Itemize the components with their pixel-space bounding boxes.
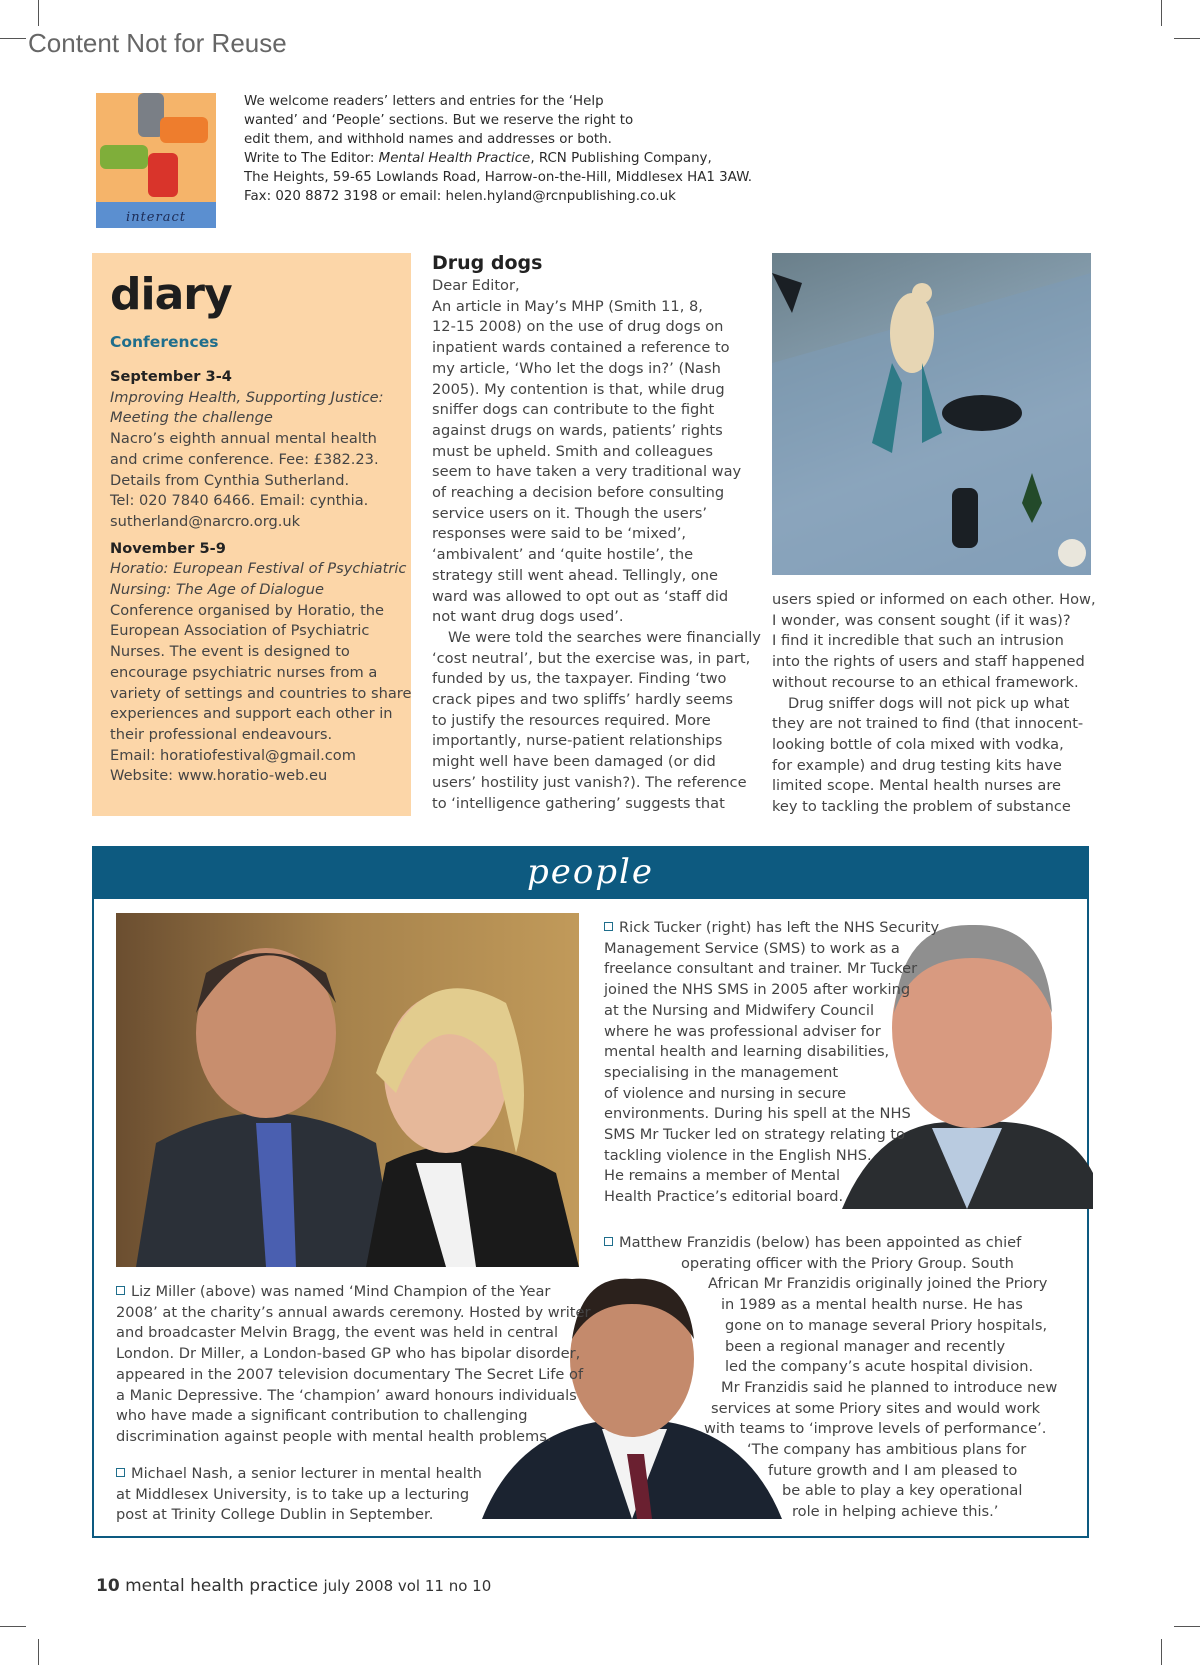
bullet-icon xyxy=(116,1468,125,1477)
text-line xyxy=(116,1386,590,1407)
publication-name: Mental Health Practice xyxy=(378,151,531,166)
text-line xyxy=(116,1365,590,1386)
text-line xyxy=(604,1166,939,1187)
line-text: Mr Franzidis said he planned to introduce new xyxy=(721,1378,1058,1396)
letter-paragraph xyxy=(772,590,1096,694)
text-line xyxy=(116,1344,590,1365)
line-text: London. Dr Miller, a London-based GP who has bipolar disorder, xyxy=(116,1345,581,1363)
line-text: 2008’ at the charity’s annual awards ceremony. Hosted by writer xyxy=(116,1303,591,1321)
text-line xyxy=(604,1274,1057,1295)
line-text: post at Trinity College Dublin in September. xyxy=(116,1506,434,1524)
line-text: key to tackling the problem of substance xyxy=(772,798,1071,816)
text-line xyxy=(110,491,411,512)
line-text: crack pipes and two spliffs’ hardly seems xyxy=(432,691,734,709)
text-line xyxy=(432,276,761,297)
bullet-icon xyxy=(604,922,613,931)
text-line xyxy=(432,462,761,483)
line-text: might well have been damaged (or did xyxy=(432,753,716,771)
text-line xyxy=(110,621,411,642)
crop-mark xyxy=(1161,0,1162,26)
intro-line: We welcome readers’ letters and entries for the ‘Help xyxy=(244,94,604,109)
line-text: must be upheld. Smith and colleagues xyxy=(432,442,713,460)
line-text: of violence and nursing in secure xyxy=(604,1084,847,1102)
line-text: 2005). My contention is that, while drug xyxy=(432,380,725,398)
people-section xyxy=(92,846,1089,1538)
text-line xyxy=(432,338,761,359)
line-text: who have made a significant contribution to challenging xyxy=(116,1407,528,1425)
line-text: been a regional manager and recently xyxy=(725,1337,1006,1355)
crop-mark xyxy=(0,38,26,39)
intro-line: wanted’ and ‘People’ sections. But we reserve the right to xyxy=(244,113,634,128)
diary-subtitle: Conferences xyxy=(110,333,219,351)
letter-paragraph xyxy=(432,276,761,628)
line-text: where he was professional adviser for xyxy=(604,1022,881,1040)
line-text: users spied or informed on each other. How, xyxy=(772,591,1096,608)
crop-mark xyxy=(1174,1626,1200,1627)
text-line xyxy=(110,580,411,601)
text-line xyxy=(772,714,1096,735)
line-text: 12-15 2008) on the use of drug dogs on xyxy=(432,318,724,336)
watermark-text: Content Not for Reuse xyxy=(28,28,287,58)
text-line xyxy=(110,408,411,429)
line-text: sutherland@narcro.org.uk xyxy=(110,512,301,530)
line-text: Website: www.horatio-web.eu xyxy=(110,767,328,785)
text-line xyxy=(432,773,761,794)
text-line xyxy=(110,559,411,580)
text-line xyxy=(432,794,761,815)
entry-text xyxy=(116,1282,590,1448)
line-text: inpatient wards contained a reference to xyxy=(432,339,730,357)
text-line xyxy=(432,711,761,732)
event-date: September 3-4 xyxy=(110,368,232,385)
text-line xyxy=(432,690,761,711)
text-line xyxy=(432,359,761,380)
people-entry-rick-tucker xyxy=(604,918,939,1208)
line-text: for example) and drug testing kits have xyxy=(772,756,1062,774)
footer-issue: july 2008 vol 11 no 10 xyxy=(323,1577,492,1595)
text-line xyxy=(110,471,411,492)
logo-label: interact xyxy=(126,210,186,225)
text-line xyxy=(432,524,761,545)
text-line xyxy=(432,752,761,773)
line-text: Nurses. The event is designed to xyxy=(110,643,350,661)
line-text: of reaching a decision before consulting xyxy=(432,484,725,502)
text-line xyxy=(116,1406,590,1427)
line-text: experiences and support each other in xyxy=(110,705,393,723)
text-line xyxy=(772,652,1096,673)
line-text: Rick Tucker (right) has left the NHS Security xyxy=(619,919,940,936)
text-line xyxy=(432,587,761,608)
text-line xyxy=(604,1316,1057,1337)
line-text: Improving Health, Supporting Justice: xyxy=(110,388,384,406)
page-number: 10 xyxy=(96,1576,120,1596)
line-text: to ‘intelligence gathering’ suggests that xyxy=(432,794,725,812)
line-text: led the company’s acute hospital division. xyxy=(725,1358,1034,1376)
text-line xyxy=(432,628,761,649)
line-text: and broadcaster Melvin Bragg, the event was held in central xyxy=(116,1324,559,1342)
text-line xyxy=(604,1146,939,1167)
line-text: into the rights of users and staff happened xyxy=(772,653,1085,671)
intro-notice xyxy=(244,92,752,206)
text-line xyxy=(116,1427,590,1448)
text-line xyxy=(772,735,1096,756)
text-line xyxy=(772,590,1096,611)
hand-icon xyxy=(148,153,178,197)
text-line xyxy=(604,918,939,939)
text-line xyxy=(432,442,761,463)
text-line xyxy=(432,297,761,318)
line-text: Details from Cynthia Sutherland. xyxy=(110,471,350,489)
text-line xyxy=(110,663,411,684)
hand-icon xyxy=(100,145,148,169)
text-line xyxy=(432,421,761,442)
text-line xyxy=(772,756,1096,777)
event-body xyxy=(110,429,411,533)
line-text: African Mr Franzidis originally joined the Priory xyxy=(708,1275,1048,1293)
intro-line: edit them, and withhold names and addresses or both. xyxy=(244,132,612,147)
text-line xyxy=(432,400,761,421)
line-text: users’ hostility just vanish?). The reference xyxy=(432,773,747,791)
line-text: SMS Mr Tucker led on strategy relating to xyxy=(604,1126,906,1144)
line-text: Management Service (SMS) to work as a xyxy=(604,939,900,957)
line-text: European Association of Psychiatric xyxy=(110,622,370,640)
line-text: Tel: 020 7840 6466. Email: cynthia. xyxy=(110,492,369,510)
line-text: specialising in the management xyxy=(604,1063,839,1081)
line-text: importantly, nurse-patient relationships xyxy=(432,732,723,750)
line-text: variety of settings and countries to share xyxy=(110,684,412,702)
line-text: operating officer with the Priory Group. South xyxy=(681,1254,1014,1272)
diary-event xyxy=(110,367,411,533)
line-text: responses were said to be ‘mixed’, xyxy=(432,525,687,543)
text-line xyxy=(604,1502,1057,1523)
text-line xyxy=(604,1063,939,1084)
event-title xyxy=(110,559,411,600)
crop-mark xyxy=(1174,38,1200,39)
text-line xyxy=(604,1378,1057,1399)
text-line xyxy=(604,1187,939,1208)
line-text: mental health and learning disabilities, xyxy=(604,1043,890,1061)
letter-column-2 xyxy=(772,590,1096,818)
letter-paragraph xyxy=(432,628,761,814)
text-line xyxy=(604,980,939,1001)
letter-paragraph xyxy=(772,694,1096,818)
line-text: future growth and I am pleased to xyxy=(768,1461,1018,1479)
line-text: I wonder, was consent sought (if it was)? xyxy=(772,611,1071,629)
line-text: Meeting the challenge xyxy=(110,409,273,427)
text-line xyxy=(604,1125,939,1146)
intro-contact: Fax: 020 8872 3198 or email: helen.hyland@rcnpublishing.co.uk xyxy=(244,189,676,204)
text-line xyxy=(772,611,1096,632)
line-text: without recourse to an ethical framework. xyxy=(772,673,1079,691)
text-line xyxy=(604,1295,1057,1316)
text-line xyxy=(604,1481,1057,1502)
people-entry-matthew-franzidis xyxy=(604,1233,1057,1523)
line-text: An article in May’s MHP (Smith 11, 8, xyxy=(432,297,703,315)
line-text: He remains a member of Mental xyxy=(604,1167,841,1185)
intro-write-line xyxy=(244,149,752,168)
text-line xyxy=(432,607,761,628)
line-text: to justify the resources required. More xyxy=(432,711,711,729)
text-line xyxy=(772,776,1096,797)
text-line xyxy=(110,429,411,450)
text-line xyxy=(110,725,411,746)
text-line xyxy=(772,673,1096,694)
entry-text xyxy=(116,1464,482,1526)
line-text: Matthew Franzidis (below) has been appointed as chief xyxy=(619,1234,1022,1251)
text-line xyxy=(604,1254,1057,1275)
text-line xyxy=(432,649,761,670)
event-body xyxy=(110,601,411,787)
line-text: not want drug dogs used’. xyxy=(432,608,624,626)
text-line xyxy=(604,959,939,980)
text-line xyxy=(116,1505,482,1526)
line-text: a Manic Depressive. The ‘champion’ award honours individuals xyxy=(116,1386,577,1404)
line-text: their professional endeavours. xyxy=(110,725,333,743)
hand-icon xyxy=(160,117,208,143)
text-line xyxy=(116,1485,482,1506)
line-text: and crime conference. Fee: £382.23. xyxy=(110,450,379,468)
line-text: ‘The company has ambitious plans for xyxy=(747,1441,1027,1459)
text-line xyxy=(110,601,411,622)
drug-dog-illustration xyxy=(772,253,1091,575)
text-line xyxy=(432,380,761,401)
line-text: they are not trained to find (that innocent- xyxy=(772,715,1084,733)
text-line xyxy=(110,512,411,533)
text-line xyxy=(604,1001,939,1022)
line-text: limited scope. Mental health nurses are xyxy=(772,777,1061,795)
text-line xyxy=(604,1419,1057,1440)
line-text: ward was allowed to opt out as ‘staff did xyxy=(432,587,729,605)
people-title: people xyxy=(526,852,655,892)
illustration-graphic xyxy=(772,253,1091,575)
line-text: ‘ambivalent’ and ‘quite hostile’, the xyxy=(432,546,694,564)
text-line xyxy=(772,694,1096,715)
text-line xyxy=(116,1464,482,1485)
text-line xyxy=(604,1084,939,1105)
line-text: environments. During his spell at the NHS xyxy=(604,1105,911,1123)
text-line xyxy=(110,704,411,725)
bullet-icon xyxy=(604,1237,613,1246)
line-text: looking bottle of cola mixed with vodka, xyxy=(772,735,1064,753)
text-line xyxy=(432,566,761,587)
line-text: with teams to ‘improve levels of performance’. xyxy=(704,1420,1047,1438)
line-text: We were told the searches were financially xyxy=(448,628,761,646)
text-line xyxy=(604,1440,1057,1461)
bullet-icon xyxy=(116,1286,125,1295)
text-line xyxy=(604,1399,1057,1420)
entry-text xyxy=(604,1233,1057,1523)
diary-event xyxy=(110,539,411,787)
letter-column-1 xyxy=(432,250,761,814)
text-line xyxy=(604,1337,1057,1358)
line-text: Drug sniffer dogs will not pick up what xyxy=(788,694,1070,712)
line-text: funded by us, the taxpayer. Finding ‘two xyxy=(432,670,727,688)
text-line xyxy=(432,731,761,752)
line-text: in 1989 as a mental health nurse. He has xyxy=(721,1296,1023,1314)
photo-liz-miller-melvin-bragg xyxy=(116,913,579,1267)
text-line xyxy=(110,388,411,409)
text-line xyxy=(604,1042,939,1063)
line-text: Dear Editor, xyxy=(432,277,520,294)
crop-mark xyxy=(1161,1639,1162,1665)
text-line xyxy=(110,684,411,705)
line-text: service users on it. Though the users’ xyxy=(432,504,708,522)
interact-logo xyxy=(96,93,216,228)
line-text: Liz Miller (above) was named ‘Mind Champion of the Year xyxy=(131,1283,551,1300)
line-text: Nursing: The Age of Dialogue xyxy=(110,581,324,599)
entry-text xyxy=(604,918,939,1208)
line-text: sniffer dogs can contribute to the fight xyxy=(432,401,715,419)
line-text: strategy still went ahead. Tellingly, one xyxy=(432,566,719,584)
people-entry-michael-nash xyxy=(116,1464,482,1526)
text-line xyxy=(604,1104,939,1125)
text-line xyxy=(604,1461,1057,1482)
text-line xyxy=(604,1357,1057,1378)
text-line xyxy=(432,483,761,504)
line-text: Conference organised by Horatio, the xyxy=(110,601,385,619)
line-text: at the Nursing and Midwifery Council xyxy=(604,1001,875,1019)
crop-mark xyxy=(38,1639,39,1665)
page-footer xyxy=(96,1576,491,1596)
text-line xyxy=(604,1233,1057,1254)
line-text: at Middlesex University, is to take up a lecturing xyxy=(116,1485,470,1503)
text-line xyxy=(772,797,1096,818)
event-date: November 5-9 xyxy=(110,539,226,557)
text-line xyxy=(116,1303,590,1324)
line-text: freelance consultant and trainer. Mr Tucker xyxy=(604,960,918,978)
crop-mark xyxy=(0,1626,26,1627)
text-line xyxy=(604,1022,939,1043)
diary-box xyxy=(92,253,411,816)
text-line xyxy=(116,1282,590,1303)
text-line xyxy=(772,631,1096,652)
letter-title: Drug dogs xyxy=(432,252,543,274)
text-line xyxy=(110,766,411,787)
line-text: tackling violence in the English NHS. xyxy=(604,1146,872,1164)
line-text: role in helping achieve this.’ xyxy=(792,1503,999,1521)
line-text: Nacro’s eighth annual mental health xyxy=(110,430,377,448)
line-text: my article, ‘Who let the dogs in?’ (Nash xyxy=(432,359,721,377)
line-text: Health Practice’s editorial board. xyxy=(604,1188,844,1206)
text-line xyxy=(110,642,411,663)
text-line xyxy=(432,545,761,566)
text-line xyxy=(110,746,411,767)
text-line xyxy=(110,450,411,471)
line-text: be able to play a key operational xyxy=(782,1482,1023,1500)
line-text: ‘cost neutral’, but the exercise was, in part, xyxy=(432,649,751,667)
text-line xyxy=(432,317,761,338)
line-text: Horatio: European Festival of Psychiatric xyxy=(110,560,407,578)
line-text: services at some Priory sites and would work xyxy=(711,1399,1041,1417)
line-text: Michael Nash, a senior lecturer in mental health xyxy=(131,1465,482,1482)
line-text: Email: horatiofestival@gmail.com xyxy=(110,746,356,764)
line-text: gone on to manage several Priory hospitals, xyxy=(725,1316,1048,1334)
line-text: appeared in the 2007 television documentary The Secret Life of xyxy=(116,1365,584,1383)
crop-mark xyxy=(38,0,39,26)
text-line xyxy=(432,504,761,525)
text-line xyxy=(432,669,761,690)
footer-publication: mental health practice xyxy=(125,1576,319,1596)
people-entry-liz-miller xyxy=(116,1282,590,1448)
line-text: discrimination against people with mental health problems. xyxy=(116,1427,552,1445)
text-line xyxy=(116,1323,590,1344)
line-text: seem to have taken a very traditional way xyxy=(432,463,742,481)
text-line xyxy=(604,939,939,960)
write-suffix: , RCN Publishing Company, xyxy=(530,151,712,166)
line-text: against drugs on wards, patients’ rights xyxy=(432,421,723,439)
line-text: encourage psychiatric nurses from a xyxy=(110,663,378,681)
write-prefix: Write to The Editor: xyxy=(244,151,379,166)
diary-events xyxy=(110,367,411,787)
line-text: I find it incredible that such an intrusion xyxy=(772,632,1064,650)
line-text: joined the NHS SMS in 2005 after working xyxy=(604,981,911,999)
event-title xyxy=(110,388,411,429)
intro-address: The Heights, 59-65 Lowlands Road, Harrow-on-the-Hill, Middlesex HA1 3AW. xyxy=(244,170,753,185)
diary-title: diary xyxy=(110,269,232,320)
